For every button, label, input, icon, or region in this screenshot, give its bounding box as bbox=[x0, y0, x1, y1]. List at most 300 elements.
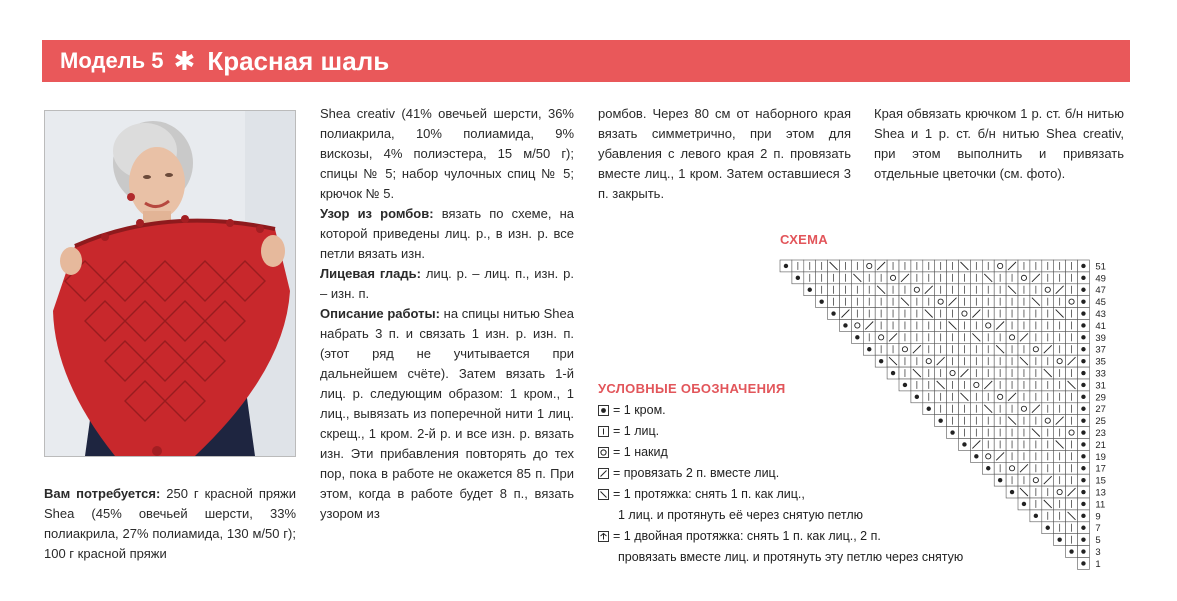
chart-cell bbox=[1030, 343, 1042, 355]
chart-cell bbox=[1078, 486, 1090, 498]
chart-cell bbox=[1066, 391, 1078, 403]
chart-row-label: 41 bbox=[1095, 320, 1106, 332]
pattern-text: вязать по схеме, на которой приведены лиц. р., в изн. р. все петли вязать изн. bbox=[320, 206, 574, 261]
chart-cell bbox=[911, 379, 923, 391]
chart-cell bbox=[911, 343, 923, 355]
chart-cell bbox=[816, 296, 828, 308]
chart-cell bbox=[1018, 391, 1030, 403]
chart-cell bbox=[1054, 498, 1066, 510]
chart-cell bbox=[1018, 486, 1030, 498]
chart-cell bbox=[1054, 379, 1066, 391]
chart-cell bbox=[1030, 403, 1042, 415]
chart-cell bbox=[1054, 439, 1066, 451]
model-number: Модель 5 bbox=[60, 48, 164, 73]
chart-cell bbox=[1066, 427, 1078, 439]
chart-cell bbox=[1042, 522, 1054, 534]
chart-cell bbox=[1018, 415, 1030, 427]
knit-stitch-icon bbox=[598, 426, 609, 437]
text-column-2 bbox=[320, 104, 574, 524]
chart-cell bbox=[875, 355, 887, 367]
chart-cell bbox=[994, 308, 1006, 320]
requirements-paragraph bbox=[44, 484, 296, 564]
chart-row-label: 5 bbox=[1095, 535, 1101, 547]
chart-cell bbox=[1066, 308, 1078, 320]
chart-cell bbox=[1078, 331, 1090, 343]
chart-cell bbox=[982, 284, 994, 296]
chart-cell bbox=[923, 284, 935, 296]
chart-cell bbox=[1030, 450, 1042, 462]
chart-cell bbox=[887, 260, 899, 272]
chart-cell bbox=[899, 260, 911, 272]
chart-cell bbox=[851, 308, 863, 320]
chart-cell bbox=[1018, 355, 1030, 367]
text-column-3 bbox=[598, 104, 851, 204]
chart-cell bbox=[970, 308, 982, 320]
chart-cell bbox=[816, 260, 828, 272]
chart-cell bbox=[982, 379, 994, 391]
chart-cell bbox=[923, 355, 935, 367]
chart-cell bbox=[1018, 284, 1030, 296]
chart-cell bbox=[1078, 355, 1090, 367]
chart-cell bbox=[1030, 510, 1042, 522]
chart-cell bbox=[1030, 391, 1042, 403]
description-continued: ромбов. Через 80 см от наборного края вязать симметрично, при этом для убавления с левого края 2 п. провязать вместе лиц., 1 кром. Затем оставшиеся 3 п. закрыть. bbox=[598, 106, 851, 201]
chart-cell bbox=[947, 343, 959, 355]
chart-cell bbox=[1006, 331, 1018, 343]
chart-cell bbox=[840, 296, 852, 308]
description-label: Описание работы: bbox=[320, 306, 440, 321]
chart-cell bbox=[1006, 272, 1018, 284]
chart-cell bbox=[863, 260, 875, 272]
chart-cell bbox=[851, 331, 863, 343]
chart-row-label: 49 bbox=[1095, 273, 1106, 285]
chart-row-label: 17 bbox=[1095, 463, 1106, 475]
chart-cell bbox=[982, 296, 994, 308]
title-banner bbox=[42, 40, 1130, 82]
chart-cell bbox=[911, 320, 923, 332]
chart-cell bbox=[1078, 379, 1090, 391]
chart-cell bbox=[1078, 462, 1090, 474]
chart-cell bbox=[1054, 403, 1066, 415]
chart-cell bbox=[1042, 320, 1054, 332]
chart-cell bbox=[816, 272, 828, 284]
chart-row-label: 1 bbox=[1095, 558, 1101, 570]
chart-cell bbox=[970, 260, 982, 272]
chart-cell bbox=[947, 331, 959, 343]
chart-cell bbox=[935, 367, 947, 379]
chart-cell bbox=[816, 284, 828, 296]
chart-cell bbox=[899, 355, 911, 367]
chart-cell bbox=[1042, 427, 1054, 439]
article-title: Красная шаль bbox=[207, 45, 390, 76]
chart-cell bbox=[1030, 272, 1042, 284]
chart-cell bbox=[994, 379, 1006, 391]
chart-cell bbox=[1018, 439, 1030, 451]
chart-cell bbox=[828, 308, 840, 320]
chart-cell bbox=[1054, 272, 1066, 284]
chart-cell bbox=[899, 296, 911, 308]
chart-cell bbox=[1030, 486, 1042, 498]
chart-cell bbox=[959, 379, 971, 391]
chart-cell bbox=[1018, 450, 1030, 462]
chart-cell bbox=[959, 320, 971, 332]
chart-cell bbox=[1078, 474, 1090, 486]
chart-cell bbox=[1006, 308, 1018, 320]
chart-cell bbox=[899, 320, 911, 332]
chart-cell bbox=[1054, 462, 1066, 474]
chart-cell bbox=[1078, 367, 1090, 379]
chart-cell bbox=[851, 260, 863, 272]
chart-cell bbox=[863, 272, 875, 284]
chart-cell bbox=[1042, 284, 1054, 296]
chart-cell bbox=[1054, 427, 1066, 439]
chart-cell bbox=[1042, 510, 1054, 522]
chart-row-label: 11 bbox=[1095, 499, 1106, 511]
requirements-text: 250 г красной пряжи Shea (45% овечьей шерсти, 33% полиакрила, 27% полиамида, 130 м/50 г); 100 г красной пряжи bbox=[44, 486, 296, 561]
chart-cell bbox=[1078, 296, 1090, 308]
legend-item-knit bbox=[598, 421, 1018, 442]
chart-cell bbox=[1054, 510, 1066, 522]
chart-cell bbox=[1078, 522, 1090, 534]
chart-cell bbox=[947, 320, 959, 332]
chart-cell bbox=[970, 331, 982, 343]
chart-cell bbox=[1066, 355, 1078, 367]
double-decrease-icon bbox=[598, 531, 609, 542]
chart-cell bbox=[970, 379, 982, 391]
chart-row-label: 23 bbox=[1095, 428, 1106, 439]
slip-stitch-icon bbox=[598, 489, 609, 500]
chart-cell bbox=[863, 308, 875, 320]
title-banner-content bbox=[60, 46, 389, 76]
chart-cell bbox=[863, 284, 875, 296]
legend-text-k2tog: = провязать 2 п. вместе лиц. bbox=[613, 466, 780, 480]
chart-cell bbox=[1078, 260, 1090, 272]
chart-cell bbox=[887, 331, 899, 343]
chart-cell bbox=[1018, 462, 1030, 474]
chart-cell bbox=[1006, 367, 1018, 379]
chart-cell bbox=[899, 284, 911, 296]
chart-cell bbox=[1030, 415, 1042, 427]
chart-cell bbox=[863, 296, 875, 308]
chart-cell bbox=[1054, 415, 1066, 427]
chart-cell bbox=[935, 379, 947, 391]
stockinette-text: лиц. р. – лиц. п., изн. р. – изн. п. bbox=[320, 266, 574, 301]
chart-cell bbox=[851, 320, 863, 332]
chart-cell bbox=[947, 355, 959, 367]
chart-row-label: 43 bbox=[1095, 309, 1106, 320]
chart-cell bbox=[875, 284, 887, 296]
woman-with-red-shawl-photo bbox=[44, 110, 296, 457]
chart-cell bbox=[1066, 439, 1078, 451]
chart-cell bbox=[1042, 379, 1054, 391]
chart-cell bbox=[959, 355, 971, 367]
chart-cell bbox=[828, 272, 840, 284]
chart-cell bbox=[1066, 403, 1078, 415]
chart-cell bbox=[1078, 403, 1090, 415]
chart-cell bbox=[1018, 260, 1030, 272]
chart-cell bbox=[1030, 308, 1042, 320]
chart-cell bbox=[1042, 486, 1054, 498]
chart-cell bbox=[1042, 439, 1054, 451]
chart-cell bbox=[1078, 427, 1090, 439]
chart-cell bbox=[935, 260, 947, 272]
chart-cell bbox=[1066, 474, 1078, 486]
legend-item-yarn-over bbox=[598, 442, 1018, 463]
chart-cell bbox=[875, 260, 887, 272]
chart-cell bbox=[923, 260, 935, 272]
chart-cell bbox=[1066, 510, 1078, 522]
chart-cell bbox=[970, 284, 982, 296]
chart-cell bbox=[1078, 534, 1090, 546]
chart-cell bbox=[1054, 522, 1066, 534]
legend-text-knit: = 1 лиц. bbox=[613, 424, 660, 438]
chart-cell bbox=[1042, 308, 1054, 320]
chart-cell bbox=[875, 308, 887, 320]
chart-cell bbox=[923, 331, 935, 343]
chart-cell bbox=[1078, 450, 1090, 462]
chart-cell bbox=[887, 343, 899, 355]
chart-cell bbox=[1066, 272, 1078, 284]
chart-row-label: 45 bbox=[1095, 297, 1106, 309]
chart-cell bbox=[851, 284, 863, 296]
chart-cell bbox=[1066, 367, 1078, 379]
chart-cell bbox=[994, 284, 1006, 296]
chart-cell bbox=[804, 260, 816, 272]
chart-cell bbox=[970, 320, 982, 332]
chart-cell bbox=[1054, 534, 1066, 546]
chart-row-label: 51 bbox=[1095, 261, 1106, 273]
chart-row-label: 13 bbox=[1095, 487, 1106, 499]
legend-text-double-decrease-cont: провязать вместе лиц. и протянуть эту петлю через снятую bbox=[618, 550, 964, 564]
chart-cell bbox=[1078, 284, 1090, 296]
chart-row-labels bbox=[1095, 261, 1106, 570]
chart-cell bbox=[911, 296, 923, 308]
chart-cell bbox=[959, 367, 971, 379]
chart-cell bbox=[982, 355, 994, 367]
chart-cell bbox=[1078, 510, 1090, 522]
chart-cell bbox=[947, 379, 959, 391]
chart-cell bbox=[947, 367, 959, 379]
chart-cell bbox=[887, 320, 899, 332]
chart-row-label: 37 bbox=[1095, 344, 1106, 356]
chart-cell bbox=[1066, 415, 1078, 427]
chart-cell bbox=[828, 260, 840, 272]
chart-cell bbox=[982, 367, 994, 379]
chart-cell bbox=[959, 308, 971, 320]
chart-cell bbox=[1066, 331, 1078, 343]
chart-cell bbox=[1006, 379, 1018, 391]
chart-cell bbox=[935, 320, 947, 332]
chart-cell bbox=[982, 320, 994, 332]
chart-cell bbox=[875, 331, 887, 343]
chart-cell bbox=[899, 379, 911, 391]
chart-cell bbox=[1042, 260, 1054, 272]
chart-cell bbox=[887, 272, 899, 284]
chart-cell bbox=[875, 272, 887, 284]
legend-text-slip-cont: 1 лиц. и протянуть её через снятую петлю bbox=[618, 508, 864, 522]
chart-cell bbox=[1078, 343, 1090, 355]
chart-row-label: 29 bbox=[1095, 392, 1106, 404]
chart-cell bbox=[911, 284, 923, 296]
chart-cell bbox=[1006, 284, 1018, 296]
chart-cell bbox=[911, 272, 923, 284]
chart-cell bbox=[994, 320, 1006, 332]
chart-row-label: 47 bbox=[1095, 285, 1106, 297]
chart-cell bbox=[982, 343, 994, 355]
chart-cell bbox=[1078, 320, 1090, 332]
pattern-paragraph bbox=[320, 204, 574, 264]
chart-cell bbox=[1066, 486, 1078, 498]
legend-item-double-decrease bbox=[598, 526, 1018, 547]
chart-cell bbox=[887, 308, 899, 320]
chart-cell bbox=[1018, 498, 1030, 510]
chart-row-label: 31 bbox=[1095, 380, 1106, 392]
chart-cell bbox=[1042, 272, 1054, 284]
chart-cell bbox=[899, 272, 911, 284]
chart-cell bbox=[1042, 391, 1054, 403]
chart-cell bbox=[994, 260, 1006, 272]
chart-cell bbox=[1078, 558, 1090, 570]
chart-cell bbox=[911, 367, 923, 379]
legend-item-selvage bbox=[598, 400, 1018, 421]
chart-cell bbox=[828, 284, 840, 296]
chart-cell bbox=[887, 355, 899, 367]
requirements-continued: Shea creativ (41% овечьей шерсти, 36% полиакрила, 10% полиамида, 9% вискозы, 4% полиэстера, 15 м/50 г); спицы № 5; набор чулочных спиц № 5; крючок № 5. bbox=[320, 106, 574, 201]
chart-cell bbox=[911, 331, 923, 343]
requirements-block bbox=[44, 484, 296, 564]
chart-cell bbox=[780, 260, 792, 272]
chart-cell bbox=[1054, 474, 1066, 486]
chart-cell bbox=[1042, 331, 1054, 343]
chart-cell bbox=[1018, 296, 1030, 308]
chart-cell bbox=[840, 320, 852, 332]
chart-cell bbox=[1042, 415, 1054, 427]
chart-row-label: 21 bbox=[1095, 439, 1106, 451]
chart-cell bbox=[935, 272, 947, 284]
chart-cell bbox=[899, 367, 911, 379]
chart-cell bbox=[935, 284, 947, 296]
yarn-over-icon bbox=[598, 447, 609, 458]
chart-cell bbox=[1066, 462, 1078, 474]
chart-row-label: 39 bbox=[1095, 332, 1106, 344]
chart-cell bbox=[994, 367, 1006, 379]
requirements-label: Вам потребуется: bbox=[44, 486, 161, 501]
chart-cell bbox=[923, 343, 935, 355]
chart-cell bbox=[1054, 486, 1066, 498]
chart-cell bbox=[1066, 320, 1078, 332]
chart-cell bbox=[887, 367, 899, 379]
chart-cell bbox=[935, 308, 947, 320]
chart-cell bbox=[863, 331, 875, 343]
chart-cell bbox=[994, 343, 1006, 355]
chart-cell bbox=[947, 260, 959, 272]
chart-cell bbox=[899, 331, 911, 343]
chart-cell bbox=[804, 284, 816, 296]
chart-cell bbox=[947, 284, 959, 296]
chart-cell bbox=[1066, 450, 1078, 462]
chart-cell bbox=[1030, 379, 1042, 391]
chart-cell bbox=[875, 343, 887, 355]
chart-cell bbox=[959, 331, 971, 343]
chart-cell bbox=[994, 272, 1006, 284]
chart-cell bbox=[1006, 296, 1018, 308]
chart-cell bbox=[1078, 308, 1090, 320]
chart-cell bbox=[863, 320, 875, 332]
chart-cell bbox=[982, 272, 994, 284]
chart-cell bbox=[1018, 308, 1030, 320]
chart-cell bbox=[840, 272, 852, 284]
chart-cell bbox=[1030, 355, 1042, 367]
chart-cell bbox=[1042, 462, 1054, 474]
finishing-paragraph: Края обвязать крючком 1 р. ст. б/н нитью Shea и 1 р. ст. б/н нитью Shea creativ, при этом выполнить и привязать отдельные цветочки (см. фото). bbox=[874, 106, 1124, 181]
chart-cell bbox=[1054, 308, 1066, 320]
legend-text-double-decrease: = 1 двойная протяжка: снять 1 п. как лиц., 2 п. bbox=[613, 529, 881, 543]
chart-cell bbox=[1042, 367, 1054, 379]
chart-cell bbox=[1066, 284, 1078, 296]
chart-cell bbox=[1066, 343, 1078, 355]
chart-cell bbox=[923, 320, 935, 332]
legend-text-yarn-over: = 1 накид bbox=[613, 445, 668, 459]
chart-cell bbox=[1054, 284, 1066, 296]
chart-cell bbox=[1066, 534, 1078, 546]
chart-cell bbox=[970, 272, 982, 284]
chart-cell bbox=[840, 308, 852, 320]
chart-cell bbox=[1030, 367, 1042, 379]
legend-item-k2tog bbox=[598, 463, 1018, 484]
chart-cell bbox=[828, 296, 840, 308]
legend-text-selvage: = 1 кром. bbox=[613, 403, 666, 417]
chart-cell bbox=[935, 331, 947, 343]
chart-cell bbox=[911, 260, 923, 272]
chart-row-label: 19 bbox=[1095, 451, 1106, 463]
legend bbox=[598, 400, 1018, 568]
chart-cell bbox=[1054, 367, 1066, 379]
chart-cell bbox=[935, 296, 947, 308]
pattern-label: Узор из ромбов: bbox=[320, 206, 434, 221]
selvage-stitch-icon bbox=[598, 405, 609, 416]
chart-cell bbox=[1066, 296, 1078, 308]
chart-cell bbox=[1018, 272, 1030, 284]
chart-cell bbox=[804, 272, 816, 284]
chart-cell bbox=[970, 367, 982, 379]
chart-cell bbox=[947, 296, 959, 308]
chart-cell bbox=[1054, 260, 1066, 272]
chart-cell bbox=[851, 296, 863, 308]
legend-title: УСЛОВНЫЕ ОБОЗНАЧЕНИЯ bbox=[598, 381, 786, 396]
chart-cell bbox=[935, 343, 947, 355]
chart-cell bbox=[1042, 498, 1054, 510]
chart-cell bbox=[1042, 343, 1054, 355]
chart-cell bbox=[1066, 522, 1078, 534]
chart-cell bbox=[899, 343, 911, 355]
chart-cell bbox=[1078, 272, 1090, 284]
chart-cell bbox=[1030, 474, 1042, 486]
stockinette-label: Лицевая гладь: bbox=[320, 266, 421, 281]
chart-cell bbox=[947, 272, 959, 284]
chart-cell bbox=[1042, 355, 1054, 367]
chart-cell bbox=[923, 296, 935, 308]
chart-cell bbox=[1054, 320, 1066, 332]
stockinette-paragraph bbox=[320, 264, 574, 304]
chart-cell bbox=[1054, 450, 1066, 462]
chart-cell bbox=[970, 355, 982, 367]
chart-cell bbox=[1054, 296, 1066, 308]
chart-cell bbox=[1006, 320, 1018, 332]
chart-cell bbox=[947, 308, 959, 320]
chart-cell bbox=[1030, 320, 1042, 332]
chart-row-label: 9 bbox=[1095, 511, 1101, 523]
chart-cell bbox=[1018, 427, 1030, 439]
